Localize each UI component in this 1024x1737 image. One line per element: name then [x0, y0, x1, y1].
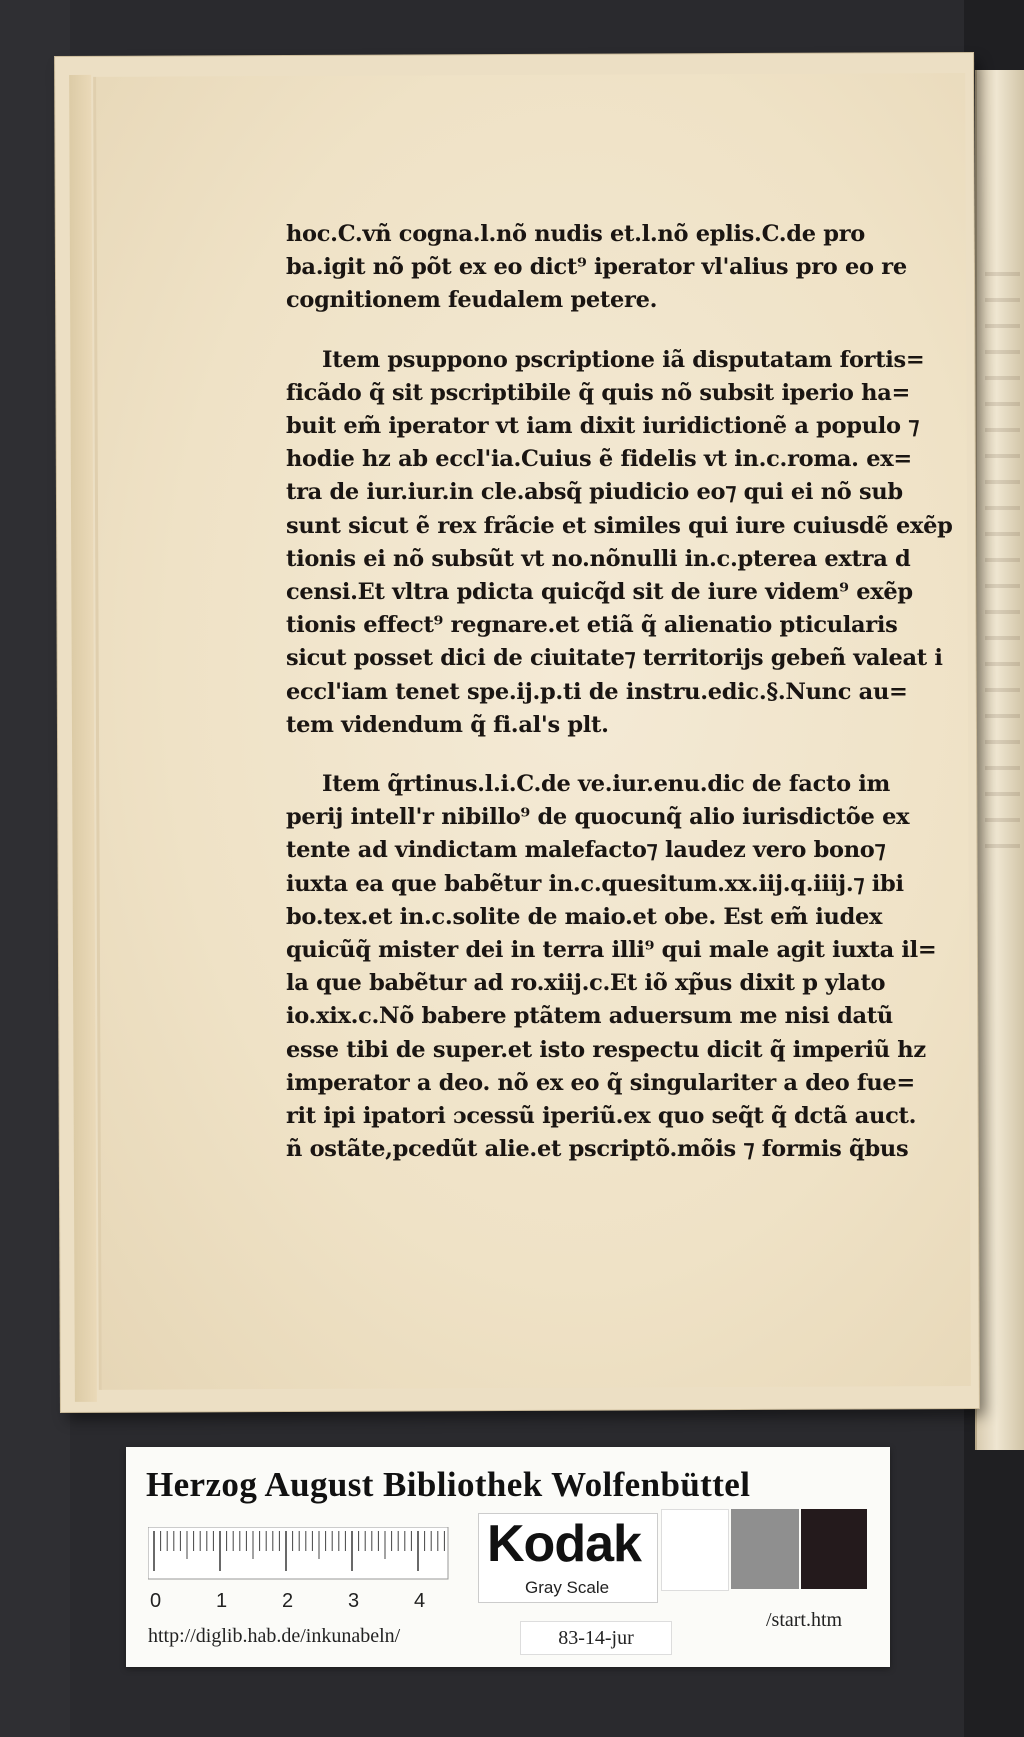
text-line: buit em̃ iperator vt iam dixit iuridictionẽ a populo ⁊	[286, 413, 920, 440]
kodak-logo: Kodak	[487, 1515, 641, 1573]
start-page-link: /start.htm	[766, 1609, 843, 1631]
gray-scale-label: Gray Scale	[525, 1578, 610, 1597]
color-calibration-target	[126, 1447, 890, 1667]
shelfmark: 83-14-jur	[520, 1621, 672, 1655]
swatch-white	[661, 1509, 729, 1591]
text-line: quicũq̃ mister dei in terra illi⁹ qui male agit iuxta il=	[286, 937, 937, 964]
text-paragraph	[286, 768, 937, 1166]
ruler-number: 2	[282, 1590, 294, 1612]
text-line: hoc.C.vñ cogna.l.nõ nudis et.l.nõ eplis.C.de pro	[286, 221, 865, 247]
text-line: ñ ostãte,pcedũt alie.et pscriptõ.mõis ⁊ formis q̃bus	[286, 1136, 909, 1163]
text-line: imperator a deo. nõ ex eo q̃ singulariter a deo fue=	[286, 1069, 915, 1096]
text-line: tionis ei nõ subsũt vt no.nõnulli in.c.pterea extra d	[286, 545, 911, 572]
text-line: Item psuppono pscriptione iã disputatam fortis=	[322, 346, 925, 373]
text-line: tente ad vindictam malefacto⁊ laudez vero bono⁊	[286, 837, 886, 864]
text-line: hodie hz ab eccl'ia.Cuius ẽ fidelis vt in.c.roma. ex=	[286, 446, 912, 473]
text-line: esse tibi de super.et isto respectu dicit q̃ imperiũ hz	[286, 1036, 926, 1063]
text-line: eccl'iam tenet spe.ij.p.ti de instru.edic.§.Nunc au=	[286, 678, 908, 705]
text-line: ficãdo q̃ sit pscriptibile q̃ quis nõ subsit iperio ha=	[286, 379, 911, 406]
text-line: cognitionem feudalem petere.	[286, 287, 658, 314]
swatch-black	[801, 1509, 867, 1589]
ruler-number: 3	[348, 1590, 360, 1612]
digital-library-url: http://diglib.hab.de/inkunabeln/	[148, 1625, 401, 1647]
text-paragraph	[286, 344, 953, 742]
ruler-number: 0	[150, 1590, 162, 1612]
adjacent-leaf-text-shadow	[985, 250, 1020, 850]
printed-text-block	[286, 218, 953, 1192]
text-line: perij intell'r nibillo⁹ de quocunq̃ alio iurisdictõe ex	[286, 804, 910, 831]
text-line: bo.tex.et in.c.solite de maio.et obe. Est em̃ iudex	[286, 903, 883, 930]
text-line: Item q̃rtinus.l.i.C.de ve.iur.enu.dic de facto im	[322, 771, 891, 798]
library-name: Herzog August Bibliothek Wolfenbüttel	[146, 1465, 751, 1504]
kodak-label	[478, 1513, 658, 1603]
text-line: la que babẽtur ad ro.xiij.c.Et iõ xp̃us dixit p ylato	[286, 970, 886, 997]
text-line: tra de iur.iur.in cle.absq̃ piudicio eo⁊ qui ei nõ sub	[286, 479, 903, 506]
ruler-body	[148, 1527, 448, 1579]
ruler-number: 4	[414, 1590, 426, 1612]
ruler-scale	[148, 1527, 458, 1615]
text-line: tem videndum q̃ fi.al's plt.	[286, 711, 609, 738]
text-line: rit ipi ipatori ɔcessũ iperiũ.ex quo seq̃t q̃ dctã auct.	[286, 1103, 917, 1130]
text-line: censi.Et vltra pdicta quicq̃d sit de iure videm⁹ exẽp	[286, 579, 913, 606]
page-gutter	[69, 75, 97, 1402]
text-line: iuxta ea que babẽtur in.c.quesitum.xx.iij.q.iiij.⁊ ibi	[286, 870, 904, 897]
text-line: tionis effect⁹ regnare.et etiã q̃ alienatio pticularis	[286, 612, 898, 639]
text-paragraph	[286, 218, 907, 318]
ruler-number: 1	[216, 1590, 228, 1612]
text-line: ba.igit nõ põt ex eo dict⁹ iperator vl'alius pro eo re	[286, 254, 907, 281]
text-line: sunt sicut ẽ rex frãcie et similes qui iure cuiusdẽ exẽp	[286, 512, 953, 539]
text-line: sicut posset dici de ciuitate⁊ territorijs gebeñ valeat i	[286, 645, 943, 672]
swatch-gray	[731, 1509, 799, 1589]
text-line: io.xix.c.Nõ babere ptãtem aduersum me nisi datũ	[286, 1003, 893, 1030]
